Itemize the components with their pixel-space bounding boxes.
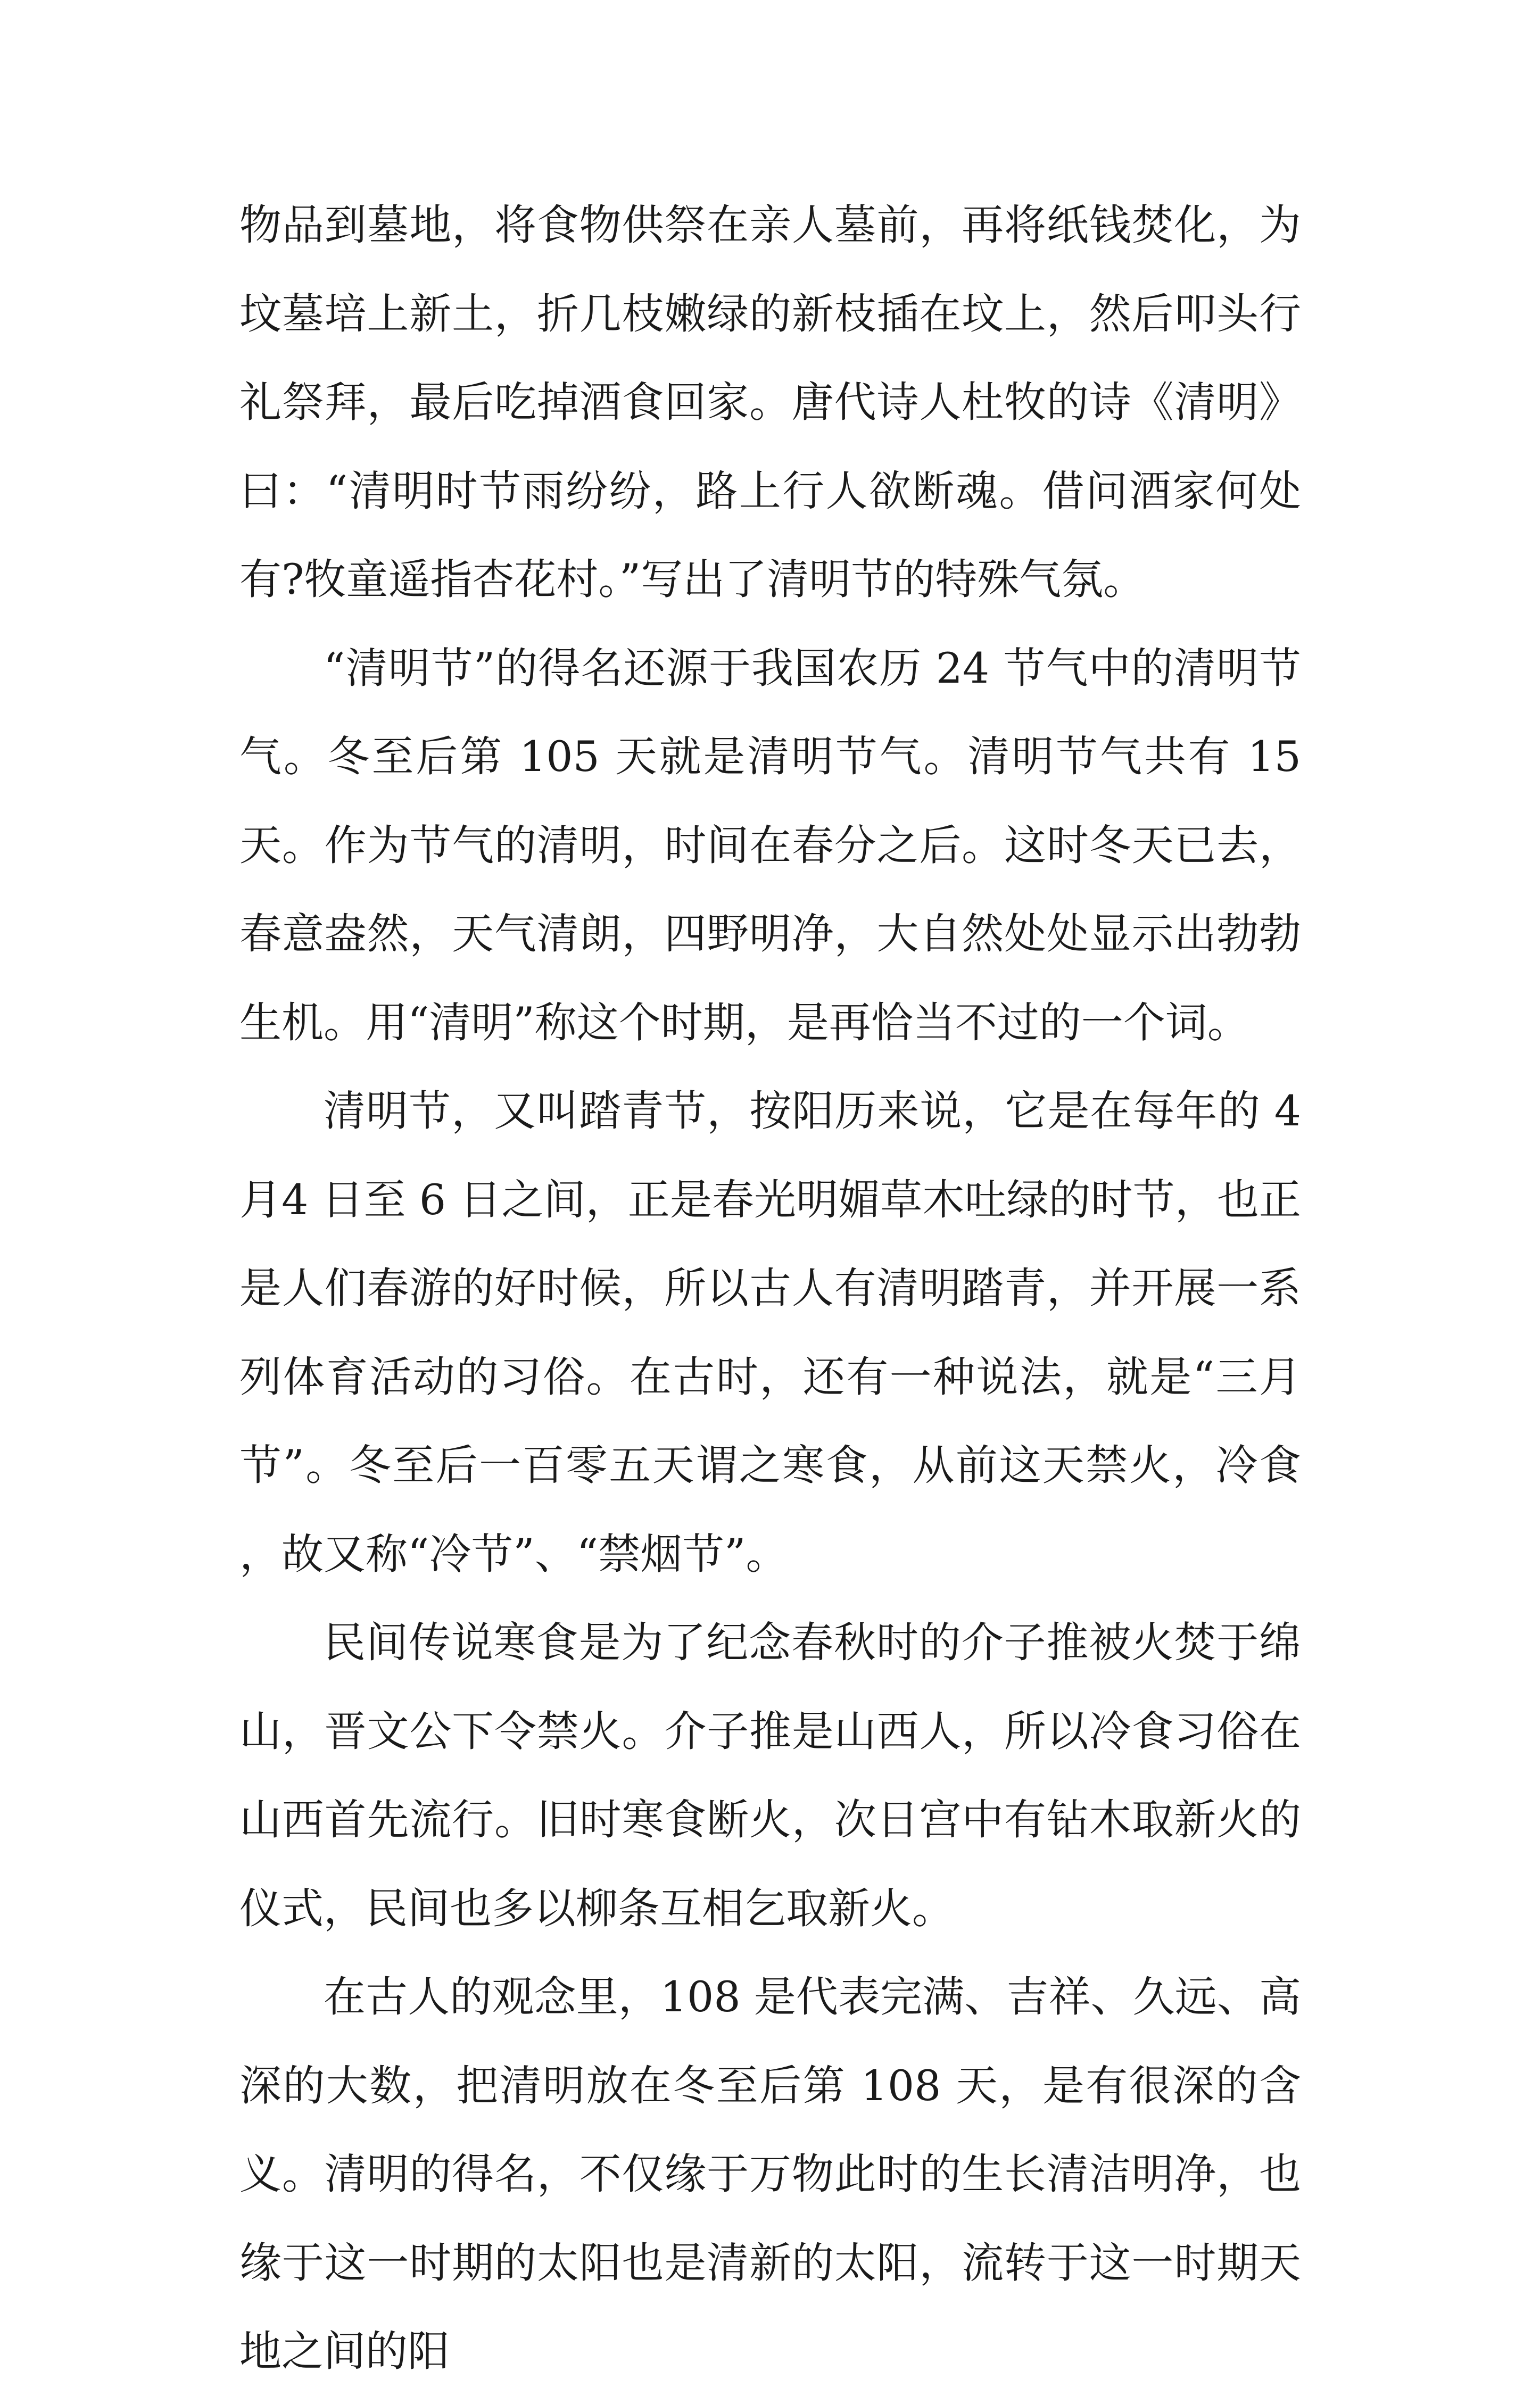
paragraph (239, 1067, 1301, 1598)
paragraph-line: “清明”称这个时期，是再恰当不过的一个词。 (408, 998, 1249, 1047)
paragraph-line: 然，天气清朗，四野明净，大自然处处显示出勃勃生机。用 (239, 909, 1301, 1047)
paragraph-line: 山，晋文公下令禁火。介子推是山西人，所以冷食习俗在山 (239, 1706, 1301, 1844)
paragraph-line: 西首先流行。旧时寒食断火，次日宫中有钻木取新火的仪式， (239, 1795, 1302, 1933)
paragraph-line: 活动的习俗。在古时，还有一种说法，就是“三月节”。冬 (239, 1352, 1301, 1490)
paragraph-line: 明的得名，不仅缘于万物此时的生长清洁明净，也缘于这一 (239, 2150, 1301, 2287)
paragraph-line: 民间传说寒食是为了纪念春秋时的介子推被火焚于绵 (324, 1618, 1301, 1667)
paragraph (239, 1953, 1301, 2396)
paragraph-line: 明时节雨纷纷，路上行人欲断魂。借问酒家何处有?牧童遥 (239, 466, 1301, 604)
paragraph-line: 物品到墓地，将食物供祭在亲人墓前，再将纸钱焚化，为坟 (239, 201, 1301, 338)
paragraph (239, 624, 1301, 1067)
document-body (239, 181, 1301, 2396)
paragraph-line: 们春游的好时候，所以古人有清明踏青，并开展一系列体育 (239, 1264, 1302, 1402)
paragraph (239, 181, 1301, 624)
paragraph-line: “清明节”的得名还源于我国农历 24 节气中的清明节 (324, 643, 1301, 693)
paragraph-line: 在古人的观念里，108 是代表完满、吉祥、久远、高深 (239, 1972, 1301, 2110)
paragraph-line: 清明节，又叫踏青节，按阳历来说，它是在每年的 4 月 (239, 1087, 1301, 1224)
paragraph-line: 拜，最后吃掉酒食回家。唐代诗人杜牧的诗《清明》曰：“清 (239, 378, 1302, 516)
paragraph-line: 气。冬至后第 105 天就是清明节气。清明节气共有 15 天。 (239, 732, 1301, 870)
paragraph-line: 民间也多以柳条互相乞取新火。 (366, 1884, 954, 1933)
paragraph (239, 1598, 1301, 1953)
paragraph-line: 时期的太阳也是清新的太阳，流转于这一时期天地之间的阳 (239, 2238, 1302, 2376)
paragraph-line: 至后一百零五天谓之寒食，从前这天禁火，冷食，故又称 (239, 1441, 1301, 1579)
paragraph-line: 作为节气的清明，时间在春分之后。这时冬天已去，春意盎 (239, 820, 1302, 958)
paragraph-line: 的大数，把清明放在冬至后第 108 天，是有很深的含义。清 (239, 2061, 1301, 2199)
paragraph-line: 4 日至 6 日之间，正是春光明媚草木吐绿的时节，也正是人 (239, 1175, 1301, 1313)
paragraph-line: 指杏花村。”写出了清明节的特殊气氛。 (430, 555, 1146, 604)
paragraph-line: “冷节”、“禁烟节”。 (408, 1529, 788, 1579)
paragraph-line: 墓培上新土，折几枝嫩绿的新枝插在坟上，然后叩头行礼祭 (239, 289, 1302, 427)
